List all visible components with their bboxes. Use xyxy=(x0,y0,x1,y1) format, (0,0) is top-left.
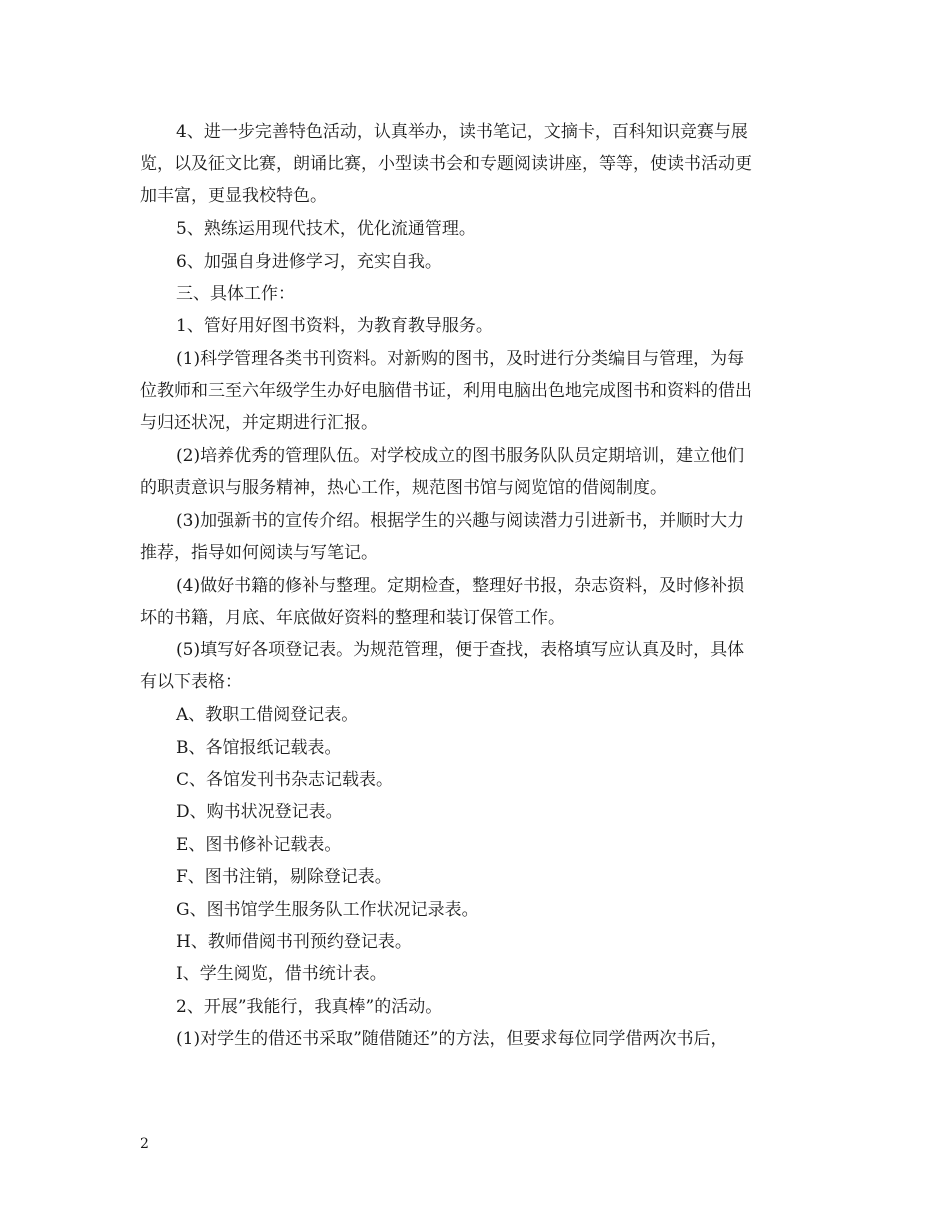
text-line: (3)加强新书的宣传介绍。根据学生的兴趣与阅读潜力引进新书，并顺时大力 xyxy=(176,510,745,531)
paragraph xyxy=(140,634,810,698)
paragraph xyxy=(140,699,810,731)
text-line: 位教师和三至六年级学生办好电脑借书证，利用电脑出色地完成图书和资料的借出 xyxy=(140,380,752,401)
text-line: G、图书馆学生服务队工作状况记录表。 xyxy=(176,899,479,920)
paragraph xyxy=(140,732,810,764)
text-line: 三、具体工作： xyxy=(176,284,295,304)
paragraph xyxy=(140,958,810,990)
paragraph xyxy=(140,440,810,504)
paragraph xyxy=(140,213,810,245)
paragraph xyxy=(140,246,810,278)
text-line: 6、加强自身进修学习，充实自我。 xyxy=(176,251,442,272)
text-line: 与归还状况，并定期进行汇报。 xyxy=(140,412,378,433)
text-line: C、各馆发刊书杂志记载表。 xyxy=(176,770,394,790)
text-line: 有以下表格： xyxy=(140,672,242,693)
text-line: B、各馆报纸记载表。 xyxy=(176,737,342,758)
text-line: (2)培养优秀的管理队伍。对学校成立的图书服务队队员定期培训，建立他们 xyxy=(176,446,745,466)
paragraph xyxy=(140,570,810,634)
text-line: (1)对学生的借还书采取”随借随还”的方法，但要求每位同学借两次书后， xyxy=(176,1029,728,1050)
paragraph xyxy=(140,116,810,212)
text-line: 2、开展”我能行，我真棒”的活动。 xyxy=(176,996,443,1017)
text-line: (4)做好书籍的修补与整理。定期检查，整理好书报，杂志资料，及时修补损 xyxy=(176,575,745,596)
text-line: 4、进一步完善特色活动，认真举办，读书笔记，文摘卡，百科知识竞赛与展 xyxy=(176,122,748,142)
text-line: 坏的书籍，月底、年底做好资料的整理和装订保管工作。 xyxy=(140,607,565,628)
paragraph xyxy=(140,278,810,310)
paragraph xyxy=(140,861,810,893)
text-line: (5)填写好各项登记表。为规范管理，便于查找，表格填写应认真及时，具体 xyxy=(176,640,745,661)
paragraph xyxy=(140,991,810,1023)
paragraph xyxy=(140,343,810,439)
paragraph xyxy=(140,764,810,796)
text-line: 1、管好用好图书资料，为教育教导服务。 xyxy=(176,316,493,337)
text-line: I、学生阅览，借书统计表。 xyxy=(176,964,387,985)
text-line: 的职责意识与服务精神，热心工作，规范图书馆与阅览馆的借阅制度。 xyxy=(140,478,667,498)
text-line: (1)科学管理各类书刊资料。对新购的图书，及时进行分类编目与管理，为每 xyxy=(176,348,745,369)
text-line: 览，以及征文比赛，朗诵比赛，小型读书会和专题阅读讲座，等等，使读书活动更 xyxy=(140,154,752,174)
paragraph xyxy=(140,894,810,926)
text-line: D、购书状况登记表。 xyxy=(176,802,343,823)
text-line: 5、熟练运用现代技术，优化流通管理。 xyxy=(176,219,476,240)
paragraph xyxy=(140,796,810,828)
text-line: 推荐，指导如何阅读与写笔记。 xyxy=(140,542,378,563)
paragraph xyxy=(140,926,810,958)
text-line: 加丰富，更显我校特色。 xyxy=(140,186,327,206)
paragraph xyxy=(140,1023,810,1055)
text-line: E、图书修补记载表。 xyxy=(176,834,342,855)
paragraph xyxy=(140,310,810,342)
page-number: 2 xyxy=(140,1136,149,1152)
text-line: H、教师借阅书刊预约登记表。 xyxy=(176,932,412,952)
paragraph xyxy=(140,829,810,861)
text-line: A、教职工借阅登记表。 xyxy=(176,705,359,726)
paragraph xyxy=(140,505,810,569)
text-line: F、图书注销，剔除登记表。 xyxy=(176,867,392,888)
